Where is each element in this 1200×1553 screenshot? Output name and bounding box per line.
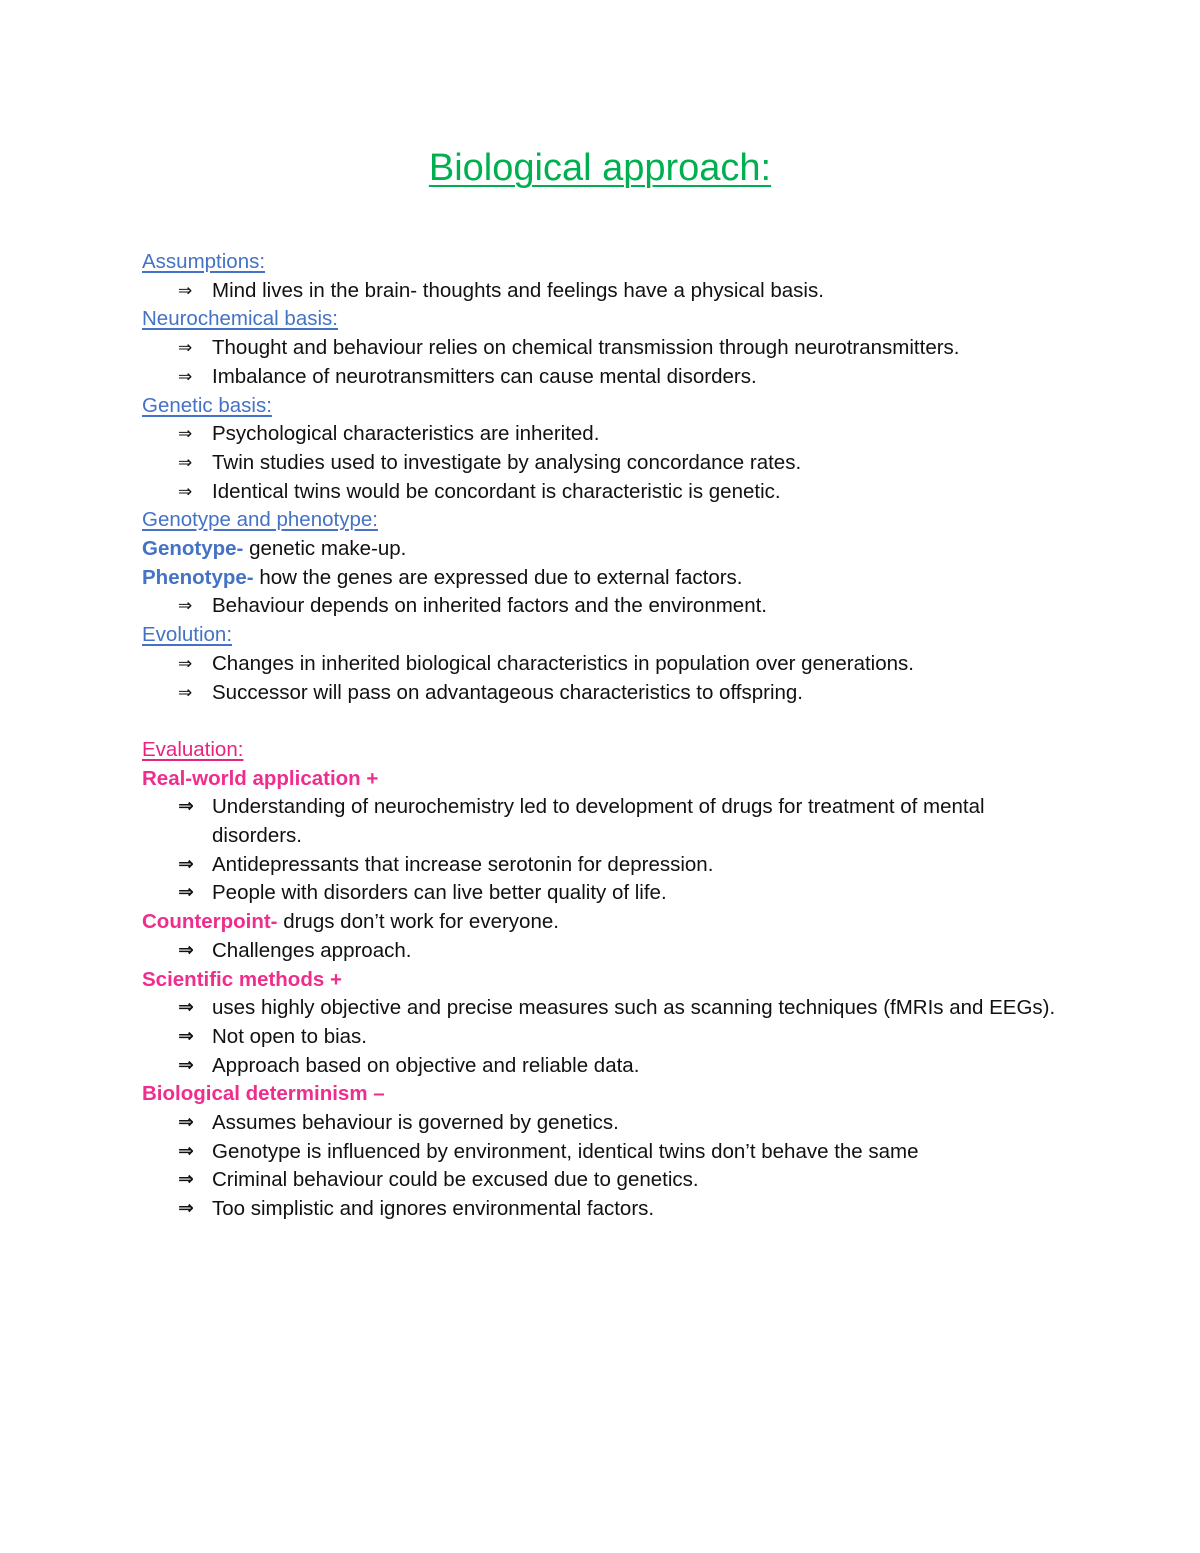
- determinism-item: [142, 1138, 1072, 1167]
- arrow-icon: ⇒: [178, 366, 193, 386]
- genotype-text: genetic make-up.: [243, 537, 407, 561]
- arrow-icon: ⇒: [178, 1169, 194, 1191]
- bullet-text: Assumes behaviour is governed by genetics.: [212, 1111, 619, 1135]
- determinism-item: [142, 1109, 1072, 1138]
- arrow-icon: ⇒: [178, 796, 194, 818]
- arrow-icon: ⇒: [178, 596, 193, 616]
- blank-line: [142, 707, 1072, 736]
- bullet-text: uses highly objective and precise measures such as scanning techniques (fMRIs and EEGs).: [212, 996, 1056, 1020]
- arrow-icon: ⇒: [178, 1140, 194, 1162]
- arrow-icon: ⇒: [178, 481, 193, 501]
- genotype-term: Genotype-: [142, 537, 244, 561]
- arrow-icon: ⇒: [178, 882, 194, 904]
- bullet-text: People with disorders can live better quality of life.: [212, 881, 667, 905]
- arrow-icon: ⇒: [178, 997, 194, 1019]
- bullet-text: Psychological characteristics are inherited.: [212, 422, 600, 446]
- arrow-icon: ⇒: [178, 853, 194, 875]
- bullet-text: Twin studies used to investigate by analysing concordance rates.: [212, 450, 802, 474]
- arrow-icon: ⇒: [178, 1054, 194, 1076]
- neurochemical-item: [142, 363, 1072, 392]
- genotype-phenotype-item: [142, 592, 1072, 621]
- arrow-icon: ⇒: [178, 1025, 194, 1047]
- bullet-text: Imbalance of neurotransmitters can cause mental disorders.: [212, 364, 757, 388]
- bullet-text: Understanding of neurochemistry led to development of drugs for treatment of mental disorders.: [212, 795, 985, 848]
- real-world-label: Real-world application +: [142, 766, 379, 790]
- evolution-item: [142, 679, 1072, 708]
- determinism-item: [142, 1166, 1072, 1195]
- determinism-item: [142, 1195, 1072, 1224]
- bullet-text: Approach based on objective and reliable data.: [212, 1053, 640, 1077]
- counterpoint-text: drugs don’t work for everyone.: [277, 910, 559, 934]
- counterpoint-item: [142, 937, 1072, 966]
- neurochemical-heading: Neurochemical basis:: [142, 307, 338, 331]
- real-world-item: [142, 851, 1072, 880]
- assumptions-item: [142, 277, 1072, 306]
- genotype-definition: [142, 535, 1072, 564]
- arrow-icon: ⇒: [178, 424, 193, 444]
- determinism-label: Biological determinism –: [142, 1082, 385, 1106]
- bullet-text: Identical twins would be concordant is characteristic is genetic.: [212, 479, 781, 503]
- arrow-icon: ⇒: [178, 338, 193, 358]
- bullet-text: Thought and behaviour relies on chemical transmission through neurotransmitters.: [212, 336, 960, 360]
- arrow-icon: ⇒: [178, 939, 194, 961]
- phenotype-definition: [142, 564, 1072, 593]
- phenotype-text: how the genes are expressed due to external factors.: [253, 565, 743, 589]
- bullet-text: Challenges approach.: [212, 938, 412, 962]
- notes-body: [142, 248, 1072, 1224]
- assumptions-heading: Assumptions:: [142, 250, 266, 273]
- phenotype-term: Phenotype-: [142, 565, 254, 589]
- real-world-item: [142, 793, 1072, 850]
- real-world-item: [142, 879, 1072, 908]
- genotype-phenotype-heading: Genotype and phenotype:: [142, 508, 378, 532]
- bullet-text: Behaviour depends on inherited factors and the environment.: [212, 594, 768, 618]
- counterpoint-line: [142, 908, 1072, 937]
- bullet-text: Antidepressants that increase serotonin for depression.: [212, 852, 714, 876]
- evaluation-heading: Evaluation:: [142, 737, 244, 761]
- counterpoint-label: Counterpoint-: [142, 910, 278, 934]
- arrow-icon: ⇒: [178, 682, 193, 702]
- arrow-icon: ⇒: [178, 653, 193, 673]
- bullet-text: Criminal behaviour could be excused due to genetics.: [212, 1168, 699, 1192]
- bullet-text: Mind lives in the brain- thoughts and feelings have a physical basis.: [212, 278, 824, 302]
- bullet-text: Too simplistic and ignores environmental factors.: [212, 1197, 655, 1221]
- genetic-heading: Genetic basis:: [142, 393, 272, 417]
- page-title: Biological approach:: [428, 147, 772, 189]
- scientific-item: [142, 1052, 1072, 1081]
- evolution-item: [142, 650, 1072, 679]
- scientific-item: [142, 994, 1072, 1023]
- bullet-text: Successor will pass on advantageous characteristics to offspring.: [212, 680, 804, 704]
- arrow-icon: ⇒: [178, 1112, 194, 1134]
- genetic-item: [142, 420, 1072, 449]
- genetic-item: [142, 478, 1072, 507]
- arrow-icon: ⇒: [178, 452, 193, 472]
- arrow-icon: ⇒: [178, 280, 193, 300]
- bullet-text: Not open to bias.: [212, 1024, 367, 1048]
- genetic-item: [142, 449, 1072, 478]
- bullet-text: Changes in inherited biological characteristics in population over generations.: [212, 651, 914, 675]
- arrow-icon: ⇒: [178, 1198, 194, 1220]
- bullet-text: Genotype is influenced by environment, identical twins don’t behave the same: [212, 1139, 919, 1163]
- neurochemical-item: [142, 334, 1072, 363]
- scientific-item: [142, 1023, 1072, 1052]
- scientific-label: Scientific methods +: [142, 967, 342, 991]
- evolution-heading: Evolution:: [142, 623, 233, 647]
